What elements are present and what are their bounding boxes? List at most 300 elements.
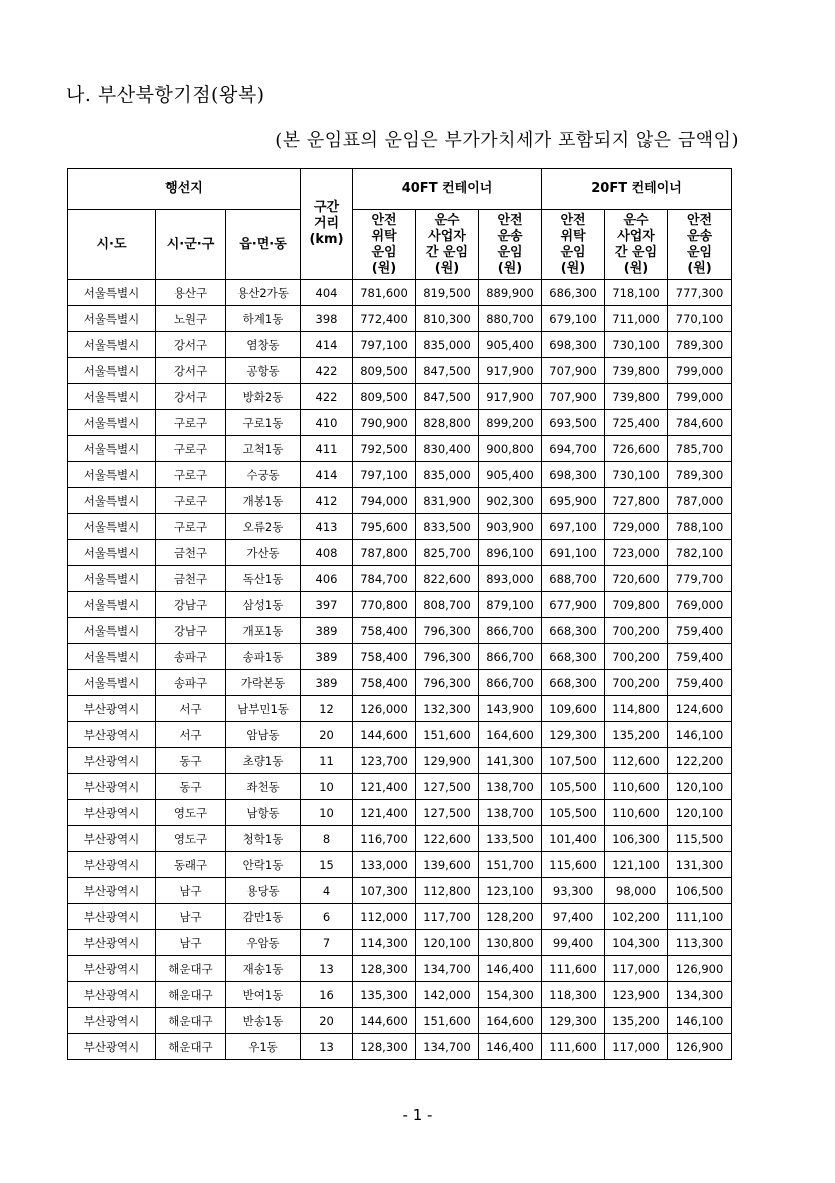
fare-40ft-safe-transport-cell: 905,400 <box>479 462 542 488</box>
fare-20ft-operator-cell: 718,100 <box>605 280 668 306</box>
dong-cell: 수궁동 <box>226 462 301 488</box>
header-sigungu: 시·군·구 <box>156 210 226 280</box>
table-row <box>68 540 732 566</box>
fare-40ft-safe-transport-cell: 143,900 <box>479 696 542 722</box>
fare-40ft-operator-cell: 796,300 <box>416 618 479 644</box>
fare-40ft-operator-cell: 142,000 <box>416 982 479 1008</box>
sido-cell: 부산광역시 <box>68 748 156 774</box>
fare-20ft-safe-transport-cell: 120,100 <box>668 800 732 826</box>
sido-cell: 부산광역시 <box>68 904 156 930</box>
fare-20ft-safe-consign-cell: 111,600 <box>542 956 605 982</box>
fare-40ft-safe-transport-cell: 138,700 <box>479 800 542 826</box>
fare-20ft-operator-cell: 121,100 <box>605 852 668 878</box>
fare-40ft-safe-transport-cell: 146,400 <box>479 1034 542 1060</box>
fare-40ft-safe-transport-cell: 164,600 <box>479 722 542 748</box>
fare-40ft-operator-cell: 835,000 <box>416 332 479 358</box>
sigungu-cell: 구로구 <box>156 436 226 462</box>
sido-cell: 서울특별시 <box>68 618 156 644</box>
fare-40ft-operator-cell: 122,600 <box>416 826 479 852</box>
dong-cell: 송파1동 <box>226 644 301 670</box>
table-row <box>68 566 732 592</box>
fare-40ft-operator-cell: 810,300 <box>416 306 479 332</box>
fare-20ft-safe-consign-cell: 129,300 <box>542 1008 605 1034</box>
fare-20ft-safe-consign-cell: 688,700 <box>542 566 605 592</box>
fare-20ft-safe-consign-cell: 105,500 <box>542 774 605 800</box>
fare-20ft-safe-consign-cell: 111,600 <box>542 1034 605 1060</box>
fare-20ft-operator-cell: 106,300 <box>605 826 668 852</box>
table-row <box>68 800 732 826</box>
fare-40ft-operator-cell: 129,900 <box>416 748 479 774</box>
fare-40ft-safe-transport-cell: 880,700 <box>479 306 542 332</box>
sido-cell: 서울특별시 <box>68 592 156 618</box>
distance-cell: 11 <box>301 748 353 774</box>
fare-40ft-operator-cell: 127,500 <box>416 800 479 826</box>
fare-40ft-safe-transport-cell: 138,700 <box>479 774 542 800</box>
fare-40ft-operator-cell: 822,600 <box>416 566 479 592</box>
fare-40ft-safe-transport-cell: 141,300 <box>479 748 542 774</box>
table-row <box>68 696 732 722</box>
fare-40ft-safe-consign-cell: 790,900 <box>353 410 416 436</box>
vat-note: (본 운임표의 운임은 부가가치세가 포함되지 않은 금액임) <box>275 130 739 151</box>
distance-cell: 422 <box>301 358 353 384</box>
sido-cell: 서울특별시 <box>68 670 156 696</box>
fare-40ft-safe-consign-cell: 112,000 <box>353 904 416 930</box>
fare-40ft-safe-transport-cell: 903,900 <box>479 514 542 540</box>
fare-20ft-safe-transport-cell: 126,900 <box>668 1034 732 1060</box>
dong-cell: 공항동 <box>226 358 301 384</box>
distance-cell: 389 <box>301 670 353 696</box>
fare-20ft-safe-transport-cell: 788,100 <box>668 514 732 540</box>
fare-40ft-safe-consign-cell: 128,300 <box>353 1034 416 1060</box>
fare-20ft-operator-cell: 730,100 <box>605 332 668 358</box>
table-row <box>68 410 732 436</box>
sido-cell: 부산광역시 <box>68 956 156 982</box>
dong-cell: 독산1동 <box>226 566 301 592</box>
fare-40ft-operator-cell: 796,300 <box>416 670 479 696</box>
fare-20ft-safe-consign-cell: 107,500 <box>542 748 605 774</box>
fare-40ft-safe-consign-cell: 135,300 <box>353 982 416 1008</box>
dong-cell: 청학1동 <box>226 826 301 852</box>
sigungu-cell: 송파구 <box>156 644 226 670</box>
fare-20ft-safe-consign-cell: 93,300 <box>542 878 605 904</box>
sigungu-cell: 해운대구 <box>156 956 226 982</box>
fare-40ft-safe-consign-cell: 758,400 <box>353 644 416 670</box>
fare-20ft-safe-transport-cell: 134,300 <box>668 982 732 1008</box>
fare-40ft-operator-cell: 825,700 <box>416 540 479 566</box>
fare-20ft-safe-consign-cell: 115,600 <box>542 852 605 878</box>
fare-20ft-safe-consign-cell: 686,300 <box>542 280 605 306</box>
fare-20ft-operator-cell: 729,000 <box>605 514 668 540</box>
fare-40ft-safe-consign-cell: 128,300 <box>353 956 416 982</box>
fare-20ft-safe-consign-cell: 707,900 <box>542 358 605 384</box>
fare-40ft-safe-transport-cell: 128,200 <box>479 904 542 930</box>
fare-40ft-safe-transport-cell: 917,900 <box>479 358 542 384</box>
fare-40ft-safe-consign-cell: 121,400 <box>353 774 416 800</box>
sigungu-cell: 강남구 <box>156 592 226 618</box>
table-row <box>68 774 732 800</box>
sigungu-cell: 해운대구 <box>156 1008 226 1034</box>
fare-20ft-operator-cell: 730,100 <box>605 462 668 488</box>
fare-20ft-operator-cell: 98,000 <box>605 878 668 904</box>
fare-40ft-safe-transport-cell: 905,400 <box>479 332 542 358</box>
fare-20ft-safe-transport-cell: 784,600 <box>668 410 732 436</box>
fare-20ft-safe-consign-cell: 693,500 <box>542 410 605 436</box>
table-row <box>68 384 732 410</box>
fare-20ft-safe-consign-cell: 677,900 <box>542 592 605 618</box>
fare-20ft-safe-transport-cell: 770,100 <box>668 306 732 332</box>
sido-cell: 서울특별시 <box>68 384 156 410</box>
dong-cell: 암남동 <box>226 722 301 748</box>
dong-cell: 하계1동 <box>226 306 301 332</box>
sido-cell: 서울특별시 <box>68 514 156 540</box>
fare-40ft-operator-cell: 808,700 <box>416 592 479 618</box>
fare-20ft-safe-transport-cell: 799,000 <box>668 384 732 410</box>
fare-40ft-operator-cell: 134,700 <box>416 956 479 982</box>
dong-cell: 오류2동 <box>226 514 301 540</box>
dong-cell: 가락본동 <box>226 670 301 696</box>
fare-40ft-safe-transport-cell: 893,000 <box>479 566 542 592</box>
header-sido: 시·도 <box>68 210 156 280</box>
table-row <box>68 644 732 670</box>
sido-cell: 서울특별시 <box>68 566 156 592</box>
sido-cell: 서울특별시 <box>68 410 156 436</box>
dong-cell: 개봉1동 <box>226 488 301 514</box>
fare-20ft-operator-cell: 123,900 <box>605 982 668 1008</box>
fare-20ft-safe-consign-cell: 698,300 <box>542 332 605 358</box>
fare-20ft-safe-transport-cell: 769,000 <box>668 592 732 618</box>
fare-40ft-safe-consign-cell: 795,600 <box>353 514 416 540</box>
sido-cell: 부산광역시 <box>68 878 156 904</box>
fare-40ft-safe-consign-cell: 758,400 <box>353 670 416 696</box>
fare-20ft-operator-cell: 711,000 <box>605 306 668 332</box>
distance-cell: 13 <box>301 956 353 982</box>
sido-cell: 부산광역시 <box>68 696 156 722</box>
fare-40ft-safe-consign-cell: 116,700 <box>353 826 416 852</box>
fare-40ft-safe-transport-cell: 164,600 <box>479 1008 542 1034</box>
fare-40ft-safe-consign-cell: 107,300 <box>353 878 416 904</box>
sigungu-cell: 동구 <box>156 774 226 800</box>
fare-table-body <box>68 280 732 1060</box>
sigungu-cell: 영도구 <box>156 800 226 826</box>
fare-20ft-safe-transport-cell: 777,300 <box>668 280 732 306</box>
fare-20ft-operator-cell: 110,600 <box>605 774 668 800</box>
distance-cell: 13 <box>301 1034 353 1060</box>
dong-cell: 감만1동 <box>226 904 301 930</box>
fare-20ft-safe-transport-cell: 106,500 <box>668 878 732 904</box>
fare-40ft-operator-cell: 833,500 <box>416 514 479 540</box>
fare-40ft-operator-cell: 835,000 <box>416 462 479 488</box>
sido-cell: 부산광역시 <box>68 800 156 826</box>
sigungu-cell: 금천구 <box>156 540 226 566</box>
table-row <box>68 956 732 982</box>
fare-20ft-operator-cell: 723,000 <box>605 540 668 566</box>
fare-40ft-safe-consign-cell: 121,400 <box>353 800 416 826</box>
fare-40ft-safe-consign-cell: 144,600 <box>353 722 416 748</box>
table-row <box>68 1008 732 1034</box>
distance-cell: 412 <box>301 488 353 514</box>
distance-cell: 20 <box>301 722 353 748</box>
fare-40ft-safe-consign-cell: 787,800 <box>353 540 416 566</box>
sido-cell: 서울특별시 <box>68 332 156 358</box>
distance-cell: 413 <box>301 514 353 540</box>
fare-20ft-safe-consign-cell: 118,300 <box>542 982 605 1008</box>
fare-20ft-operator-cell: 720,600 <box>605 566 668 592</box>
table-row <box>68 670 732 696</box>
fare-40ft-operator-cell: 828,800 <box>416 410 479 436</box>
header-20ft-safe-transport: 안전 운송 운임 (원) <box>668 210 732 280</box>
header-destination: 행선지 <box>68 169 301 210</box>
dong-cell: 좌천동 <box>226 774 301 800</box>
distance-cell: 6 <box>301 904 353 930</box>
distance-cell: 414 <box>301 332 353 358</box>
fare-20ft-safe-transport-cell: 124,600 <box>668 696 732 722</box>
header-40ft-safe-transport: 안전 운송 운임 (원) <box>479 210 542 280</box>
distance-cell: 406 <box>301 566 353 592</box>
dong-cell: 구로1동 <box>226 410 301 436</box>
table-row <box>68 332 732 358</box>
fare-20ft-operator-cell: 135,200 <box>605 722 668 748</box>
distance-cell: 414 <box>301 462 353 488</box>
fare-40ft-safe-consign-cell: 133,000 <box>353 852 416 878</box>
sigungu-cell: 남구 <box>156 904 226 930</box>
distance-cell: 408 <box>301 540 353 566</box>
fare-20ft-safe-transport-cell: 146,100 <box>668 722 732 748</box>
distance-cell: 422 <box>301 384 353 410</box>
page-number: - 1 - <box>402 1106 433 1124</box>
fare-40ft-safe-consign-cell: 809,500 <box>353 384 416 410</box>
fare-40ft-safe-consign-cell: 781,600 <box>353 280 416 306</box>
sigungu-cell: 구로구 <box>156 462 226 488</box>
distance-cell: 410 <box>301 410 353 436</box>
fare-40ft-operator-cell: 132,300 <box>416 696 479 722</box>
sigungu-cell: 노원구 <box>156 306 226 332</box>
fare-40ft-safe-consign-cell: 797,100 <box>353 332 416 358</box>
dong-cell: 삼성1동 <box>226 592 301 618</box>
fare-20ft-operator-cell: 700,200 <box>605 670 668 696</box>
sigungu-cell: 강서구 <box>156 358 226 384</box>
fare-table <box>67 168 732 1060</box>
fare-20ft-safe-transport-cell: 759,400 <box>668 618 732 644</box>
fare-40ft-safe-consign-cell: 772,400 <box>353 306 416 332</box>
fare-20ft-safe-transport-cell: 782,100 <box>668 540 732 566</box>
fare-40ft-safe-consign-cell: 784,700 <box>353 566 416 592</box>
fare-40ft-operator-cell: 830,400 <box>416 436 479 462</box>
sigungu-cell: 해운대구 <box>156 982 226 1008</box>
table-row <box>68 1034 732 1060</box>
dong-cell: 반여1동 <box>226 982 301 1008</box>
fare-40ft-operator-cell: 151,600 <box>416 722 479 748</box>
distance-cell: 4 <box>301 878 353 904</box>
fare-20ft-operator-cell: 117,000 <box>605 1034 668 1060</box>
dong-cell: 용당동 <box>226 878 301 904</box>
sigungu-cell: 남구 <box>156 878 226 904</box>
fare-20ft-safe-consign-cell: 694,700 <box>542 436 605 462</box>
distance-cell: 389 <box>301 644 353 670</box>
fare-40ft-safe-transport-cell: 902,300 <box>479 488 542 514</box>
fare-40ft-safe-consign-cell: 144,600 <box>353 1008 416 1034</box>
fare-20ft-safe-transport-cell: 115,500 <box>668 826 732 852</box>
fare-20ft-safe-consign-cell: 668,300 <box>542 644 605 670</box>
fare-20ft-safe-transport-cell: 799,000 <box>668 358 732 384</box>
table-row <box>68 852 732 878</box>
fare-40ft-safe-transport-cell: 900,800 <box>479 436 542 462</box>
distance-cell: 398 <box>301 306 353 332</box>
fare-20ft-safe-transport-cell: 785,700 <box>668 436 732 462</box>
sido-cell: 서울특별시 <box>68 358 156 384</box>
sigungu-cell: 영도구 <box>156 826 226 852</box>
fare-40ft-safe-consign-cell: 126,000 <box>353 696 416 722</box>
fare-40ft-safe-transport-cell: 879,100 <box>479 592 542 618</box>
sigungu-cell: 동래구 <box>156 852 226 878</box>
header-eupmyeondong: 읍·면·동 <box>226 210 301 280</box>
fare-40ft-safe-transport-cell: 154,300 <box>479 982 542 1008</box>
dong-cell: 우암동 <box>226 930 301 956</box>
fare-20ft-operator-cell: 112,600 <box>605 748 668 774</box>
fare-20ft-safe-transport-cell: 126,900 <box>668 956 732 982</box>
table-row <box>68 748 732 774</box>
table-row <box>68 878 732 904</box>
distance-cell: 16 <box>301 982 353 1008</box>
fare-20ft-operator-cell: 135,200 <box>605 1008 668 1034</box>
sigungu-cell: 강서구 <box>156 384 226 410</box>
table-row <box>68 514 732 540</box>
fare-20ft-safe-transport-cell: 759,400 <box>668 644 732 670</box>
dong-cell: 용산2가동 <box>226 280 301 306</box>
fare-20ft-safe-consign-cell: 97,400 <box>542 904 605 930</box>
fare-40ft-safe-transport-cell: 899,200 <box>479 410 542 436</box>
fare-20ft-operator-cell: 739,800 <box>605 358 668 384</box>
table-row <box>68 306 732 332</box>
distance-cell: 397 <box>301 592 353 618</box>
dong-cell: 반송1동 <box>226 1008 301 1034</box>
fare-40ft-safe-consign-cell: 797,100 <box>353 462 416 488</box>
sigungu-cell: 해운대구 <box>156 1034 226 1060</box>
fare-20ft-operator-cell: 709,800 <box>605 592 668 618</box>
dong-cell: 안락1동 <box>226 852 301 878</box>
table-row <box>68 618 732 644</box>
header-40ft-safe-consign: 안전 위탁 운임 (원) <box>353 210 416 280</box>
fare-40ft-safe-transport-cell: 866,700 <box>479 644 542 670</box>
fare-40ft-safe-consign-cell: 792,500 <box>353 436 416 462</box>
fare-40ft-safe-consign-cell: 794,000 <box>353 488 416 514</box>
fare-40ft-safe-transport-cell: 151,700 <box>479 852 542 878</box>
dong-cell: 남항동 <box>226 800 301 826</box>
table-row <box>68 904 732 930</box>
distance-cell: 10 <box>301 800 353 826</box>
distance-cell: 404 <box>301 280 353 306</box>
fare-40ft-operator-cell: 151,600 <box>416 1008 479 1034</box>
table-row <box>68 982 732 1008</box>
fare-20ft-operator-cell: 725,400 <box>605 410 668 436</box>
distance-cell: 20 <box>301 1008 353 1034</box>
sido-cell: 부산광역시 <box>68 930 156 956</box>
table-row <box>68 722 732 748</box>
fare-40ft-operator-cell: 117,700 <box>416 904 479 930</box>
fare-20ft-operator-cell: 700,200 <box>605 618 668 644</box>
fare-20ft-safe-consign-cell: 668,300 <box>542 670 605 696</box>
fare-40ft-safe-transport-cell: 889,900 <box>479 280 542 306</box>
dong-cell: 방화2동 <box>226 384 301 410</box>
fare-20ft-operator-cell: 104,300 <box>605 930 668 956</box>
fare-20ft-operator-cell: 739,800 <box>605 384 668 410</box>
fare-20ft-safe-transport-cell: 120,100 <box>668 774 732 800</box>
distance-cell: 389 <box>301 618 353 644</box>
table-row <box>68 462 732 488</box>
fare-40ft-safe-consign-cell: 758,400 <box>353 618 416 644</box>
table-row <box>68 930 732 956</box>
fare-40ft-operator-cell: 796,300 <box>416 644 479 670</box>
table-row <box>68 592 732 618</box>
fare-20ft-safe-consign-cell: 697,100 <box>542 514 605 540</box>
fare-20ft-safe-consign-cell: 109,600 <box>542 696 605 722</box>
fare-40ft-safe-transport-cell: 896,100 <box>479 540 542 566</box>
fare-40ft-safe-transport-cell: 146,400 <box>479 956 542 982</box>
sido-cell: 서울특별시 <box>68 436 156 462</box>
fare-40ft-safe-transport-cell: 130,800 <box>479 930 542 956</box>
sido-cell: 서울특별시 <box>68 540 156 566</box>
sigungu-cell: 남구 <box>156 930 226 956</box>
fare-20ft-safe-transport-cell: 111,100 <box>668 904 732 930</box>
fare-40ft-safe-transport-cell: 123,100 <box>479 878 542 904</box>
sigungu-cell: 금천구 <box>156 566 226 592</box>
dong-cell: 개포1동 <box>226 618 301 644</box>
fare-40ft-operator-cell: 112,800 <box>416 878 479 904</box>
fare-40ft-operator-cell: 139,600 <box>416 852 479 878</box>
fare-20ft-safe-transport-cell: 779,700 <box>668 566 732 592</box>
fare-20ft-operator-cell: 726,600 <box>605 436 668 462</box>
header-distance: 구간 거리 (km) <box>301 169 353 280</box>
fare-20ft-operator-cell: 114,800 <box>605 696 668 722</box>
fare-20ft-safe-consign-cell: 105,500 <box>542 800 605 826</box>
sido-cell: 부산광역시 <box>68 852 156 878</box>
sido-cell: 부산광역시 <box>68 774 156 800</box>
sido-cell: 부산광역시 <box>68 722 156 748</box>
sido-cell: 부산광역시 <box>68 826 156 852</box>
fare-20ft-safe-transport-cell: 131,300 <box>668 852 732 878</box>
fare-20ft-safe-consign-cell: 698,300 <box>542 462 605 488</box>
sido-cell: 서울특별시 <box>68 462 156 488</box>
fare-20ft-safe-transport-cell: 146,100 <box>668 1008 732 1034</box>
fare-40ft-safe-consign-cell: 770,800 <box>353 592 416 618</box>
fare-20ft-safe-consign-cell: 101,400 <box>542 826 605 852</box>
fare-20ft-safe-consign-cell: 695,900 <box>542 488 605 514</box>
fare-40ft-safe-transport-cell: 917,900 <box>479 384 542 410</box>
sido-cell: 서울특별시 <box>68 280 156 306</box>
table-row <box>68 488 732 514</box>
header-40ft: 40FT 컨테이너 <box>353 169 542 210</box>
sigungu-cell: 서구 <box>156 696 226 722</box>
fare-20ft-safe-transport-cell: 122,200 <box>668 748 732 774</box>
distance-cell: 8 <box>301 826 353 852</box>
fare-20ft-operator-cell: 700,200 <box>605 644 668 670</box>
sido-cell: 부산광역시 <box>68 1034 156 1060</box>
fare-20ft-safe-transport-cell: 759,400 <box>668 670 732 696</box>
table-row <box>68 358 732 384</box>
fare-40ft-safe-consign-cell: 123,700 <box>353 748 416 774</box>
fare-40ft-operator-cell: 819,500 <box>416 280 479 306</box>
distance-cell: 411 <box>301 436 353 462</box>
dong-cell: 우1동 <box>226 1034 301 1060</box>
fare-20ft-safe-transport-cell: 789,300 <box>668 462 732 488</box>
table-row <box>68 436 732 462</box>
sigungu-cell: 서구 <box>156 722 226 748</box>
dong-cell: 가산동 <box>226 540 301 566</box>
header-20ft: 20FT 컨테이너 <box>542 169 732 210</box>
fare-20ft-safe-transport-cell: 787,000 <box>668 488 732 514</box>
sido-cell: 서울특별시 <box>68 306 156 332</box>
distance-cell: 7 <box>301 930 353 956</box>
fare-20ft-operator-cell: 117,000 <box>605 956 668 982</box>
